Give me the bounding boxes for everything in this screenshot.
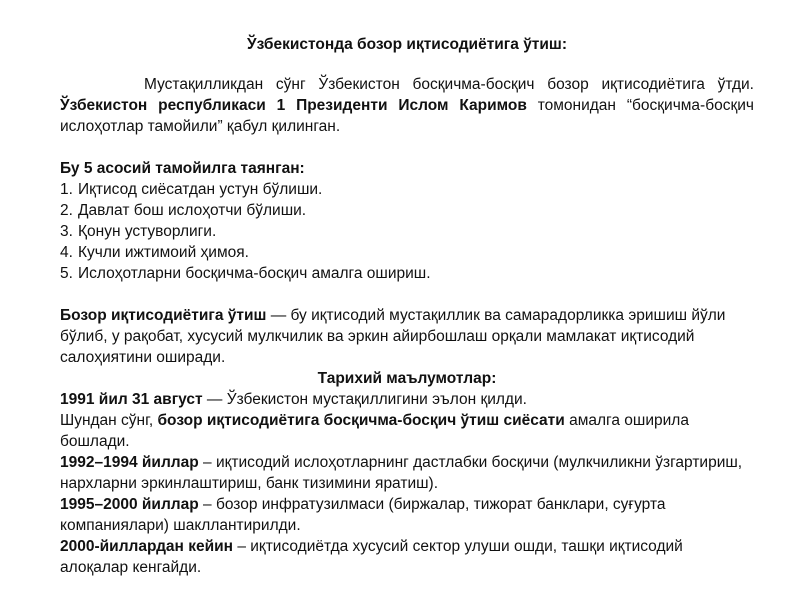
period-text: – иқтисодий ислоҳотларнинг дастлабки босқичи (мулкчиликни ўзгартириш, нархларни эркинлаштириш, банк тизимини яратиш). [60,454,743,492]
history-period-2000 [60,536,754,578]
list-text: Ислоҳотларни босқичма-босқич амалга ошириш. [78,265,431,282]
history-period-1992 [60,452,754,494]
intro-paragraph [60,74,754,137]
list-text: Давлат бош ислоҳотчи бўлиши. [78,202,307,219]
list-number: 4. [60,244,73,261]
period-text: – иқтисодиётда хусусий сектор улуши ошди, ташқи иқтисодий алоқалар кенгайди. [60,538,683,576]
history-heading: Тарихий маълумотлар: [317,370,497,387]
definition-term: Бозор иқтисодиётига ўтиш [60,307,267,324]
event-date: 1991 йил 31 август [60,391,203,408]
list-item [60,221,754,242]
principles-heading: Бу 5 асосий тамойилга таянган: [60,160,305,177]
period-text: – бозор инфратузилмаси (биржалар, тижорат банклари, суғурта компаниялари) шакллантирилди. [60,496,666,534]
list-text: Қонун устуворлиги. [78,223,217,240]
intro-line: Мустақилликдан сўнг Ўзбекистон босқичма-босқич бозор иқтисодиётига ўтди. [144,76,754,93]
president-name: Ўзбекистон республикаси 1 Президенти Ислом Каримов [60,97,527,114]
list-number: 2. [60,202,73,219]
document-title: Ўзбекистонда бозор иқтисодиётига ўтиш: [246,36,568,53]
principles-list [60,179,754,284]
list-item [60,263,754,284]
period-date: 1992–1994 йиллар [60,454,199,471]
event-text: — Ўзбекистон мустақиллигини эълон қилди. [202,391,527,408]
policy-rest: амалга оширила бошлади. [60,412,689,450]
list-item [60,242,754,263]
history-policy [60,410,754,452]
definition-text: — бу иқтисодий мустақиллик ва самарадорликка эришиш йўли бўлиб, у рақобат, хусусий мулкчилик ва эркин айирбошлаш орқали мамлакат иқтисодий салоҳиятини оширади. [60,307,726,366]
list-number: 1. [60,181,73,198]
definition-paragraph [60,305,754,368]
list-item [60,179,754,200]
list-text: Кучли ижтимоий ҳимоя. [78,244,249,261]
period-date: 2000-йиллардан кейин [60,538,234,555]
policy-name: бозор иқтисодиётига босқичма-босқич ўтиш сиёсати [157,412,565,429]
list-number: 5. [60,265,73,282]
period-date: 1995–2000 йиллар [60,496,199,513]
list-number: 3. [60,223,73,240]
policy-pre: Шундан сўнг, [60,412,158,429]
list-item [60,200,754,221]
spacer [60,284,754,305]
spacer [60,137,754,158]
intro-rest: томонидан “босқичма-босқич ислоҳотлар тамойили” қабул қилинган. [60,97,754,135]
history-period-1995 [60,494,754,536]
list-text: Иқтисод сиёсатдан устун бўлиши. [78,181,323,198]
history-event-1991 [60,389,754,410]
